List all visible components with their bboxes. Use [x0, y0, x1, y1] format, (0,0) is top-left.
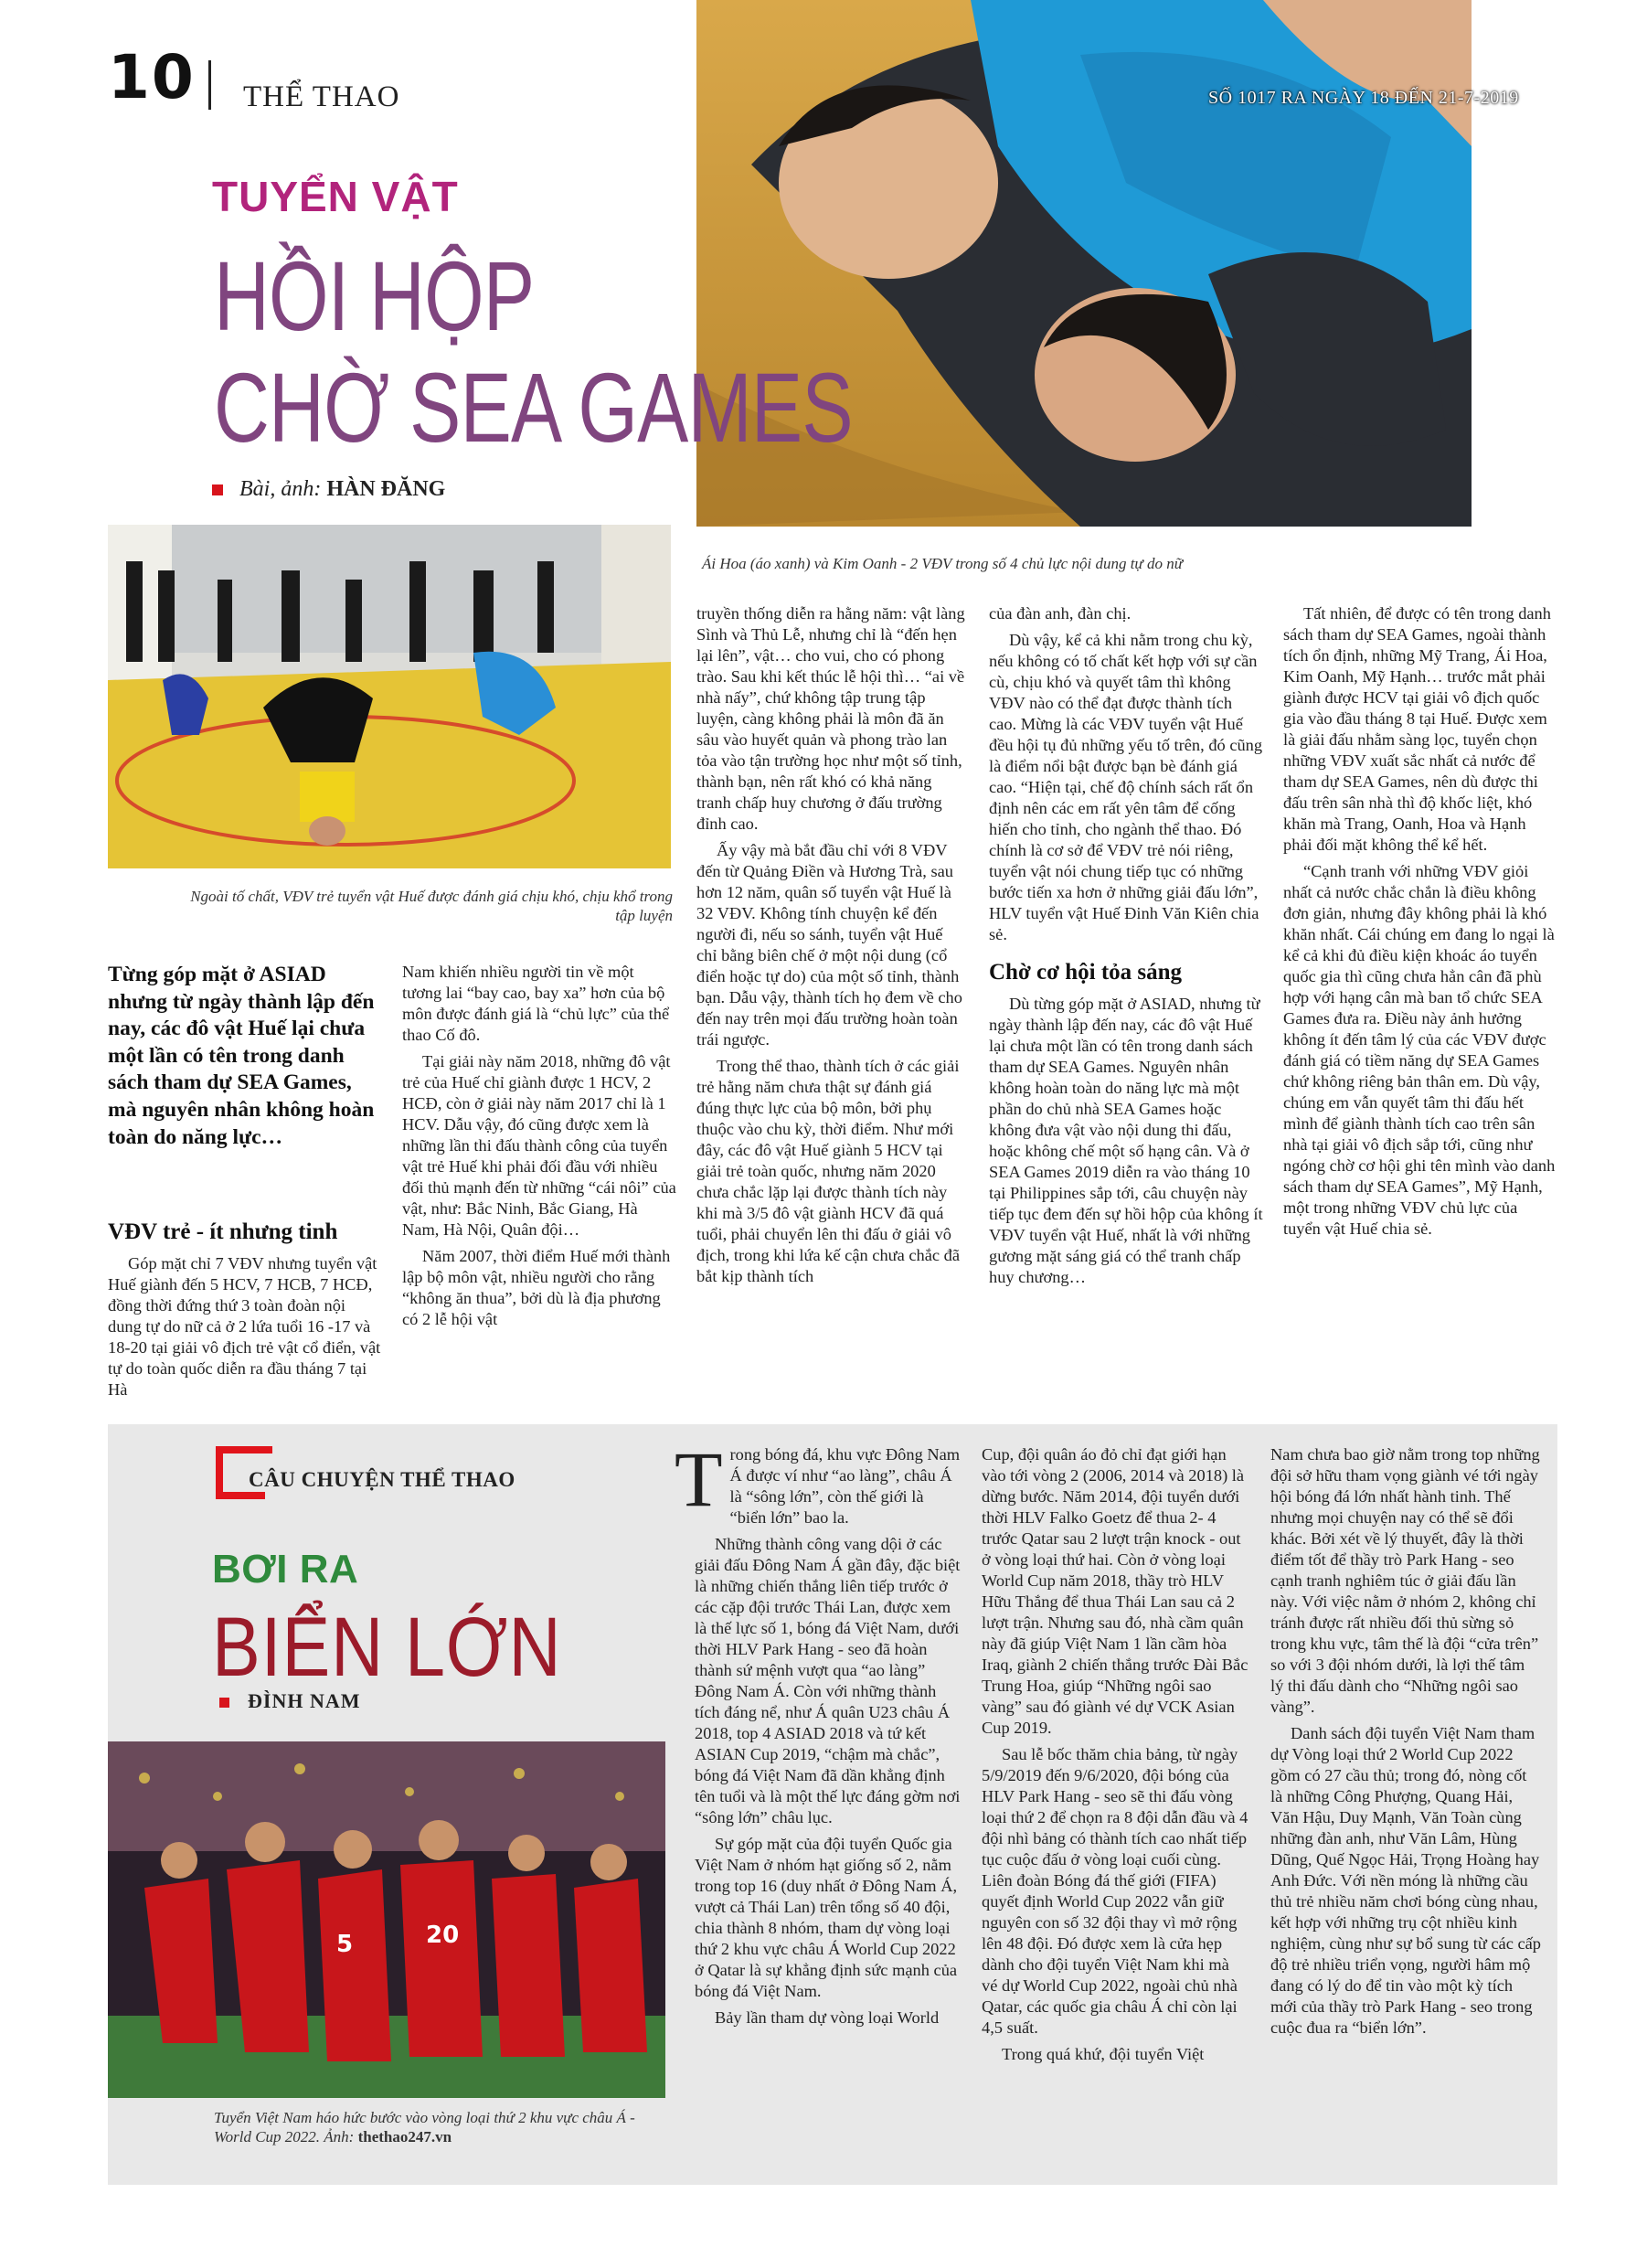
paragraph: Góp mặt chỉ 7 VĐV nhưng tuyển vật Huế giành đến 5 HCV, 7 HCB, 7 HCĐ, đồng thời đứng thứ 3 toàn đoàn nội dung tự do nữ cả ở 2 lứa tuổi 16 -17 và 18-20 tại giải vô địch trẻ vật cổ điển, vật tự do toàn quốc diễn ra đầu tháng 7 tại Hà — [108, 1254, 381, 1400]
paragraph: Nam khiến nhiều người tin về một tương lai “bay cao, bay xa” hơn của bộ môn được đánh giá là “chủ lực” của thể thao Cố đô. — [402, 963, 670, 1044]
article-kicker: TUYỂN VẬT — [212, 173, 459, 220]
text-column-5 — [1283, 603, 1557, 1245]
wrestlers-photo-caption: Ái Hoa (áo xanh) và Kim Oanh - 2 VĐV trong số 4 chủ lực nội dung tự do nữ — [702, 555, 1183, 572]
training-photo — [108, 525, 671, 868]
story-column-3 — [1270, 1444, 1541, 2044]
paragraph: Sự góp mặt của đội tuyển Quốc gia Việt Nam ở nhóm hạt giống số 2, nằm trong top 16 (duy nhất ở Đông Nam Á, vượt cả Thái Lan) trên tổng số 40 đội, chia thành 8 nhóm, tham dự vòng loại thứ 2 khu vực châu Á World Cup 2022 ở Qatar là sự khẳng định sức mạnh của bóng đá Việt Nam. — [695, 1835, 958, 2000]
paragraph: Bảy lần tham dự vòng loại World — [715, 2008, 940, 2027]
paragraph: Cup, đội quân áo đỏ chỉ đạt giới hạn vào tới vòng 2 (2006, 2014 và 2018) là dừng bước. Năm 2014, đội tuyển dưới thời HLV Falko Goetz để thua 2- 4 trước Qatar sau 2 lượt trận knock - out ở vòng loại thứ hai. Còn ở vòng loại World Cup năm 2018, thầy trò HLV Hữu Thắng để thua Thái Lan sau cả 2 lượt trận. Nhưng sau đó, nhà cầm quân này đã giúp Việt Nam 1 lần cầm hòa Iraq, giành 2 chiến thắng trước Đài Bắc Trung Hoa, giúp “Những ngôi sao vàng” sau đó giành vé dự VCK Asian Cup 2019. — [982, 1445, 1249, 1737]
paragraph: Trong quá khứ, đội tuyển Việt — [1002, 2045, 1205, 2063]
paragraph: “Cạnh tranh với những VĐV giỏi nhất cả nước chắc chắn là điều không đơn giản, nhưng đây không phải là khó khăn nhất. Cái chúng em đang lo ngại là kể cả khi đủ điều kiện khoác áo tuyển quốc gia thì cũng chưa hẳn cân đã phù hợp với hạng cân mà ban tổ chức SEA Games đưa ra. Điều này ảnh hưởng không ít đến tâm lý của các VĐV được đánh giá có tiềm năng dự SEA Games chứ không riêng bản thân em. Dù vậy, chúng em vẫn quyết tâm thi đấu hết mình để giành thành tích cao trên sân nhà tại giải vô địch sắp tới, cũng như ngóng chờ cơ hội ghi tên mình vào danh sách tham dự SEA Games”, Mỹ Hạnh, một trong những VĐV chủ lực của tuyển vật Huế chia sẻ. — [1283, 862, 1556, 1238]
text-column-1 — [108, 1205, 382, 1406]
paragraph: của đàn anh, đàn chị. — [989, 604, 1132, 623]
header-divider — [208, 60, 211, 110]
page-number: 10 — [108, 42, 196, 112]
football-caption-credit: thethao247.vn — [357, 2128, 452, 2146]
paragraph: Trong thể thao, thành tích ở các giải trẻ hằng năm chưa thật sự đánh giá đúng thực lực của bộ môn, bởi phụ thuộc vào chu kỳ, thời điểm. Như mới đây, các đô vật Huế giành 5 HCV tại giải trẻ toàn quốc, nhưng năm 2020 chưa chắc lặp lại được thành tích này khi mà 3/5 đô vật giành HCV đã quá tuổi, phải chuyển lên thi đấu ở giải vô địch, trong khi lứa kế cận chưa chắc đã bắt kịp thành tích — [696, 1057, 961, 1285]
red-square-bullet — [212, 484, 223, 495]
paragraph: truyền thống diễn ra hằng năm: vật làng Sình và Thủ Lễ, nhưng chỉ là “đến hẹn lại lên”, vật… cho vui, cho có phong trào. Sau khi kết thúc lễ hội thì… “ai về nhà nấy”, chứ không tập trung tập luyện, càng không phải là môn đã ăn sâu vào huyết quản và phong trào lan tỏa vào tận trường học như một số tỉnh, thành bạn, nên rất khó có khả năng tranh chấp huy chương ở đấu trường đỉnh cao. — [696, 604, 965, 833]
article-title-line-1: HỒI HỘP — [214, 240, 535, 351]
lead-paragraph: Từng góp mặt ở ASIAD nhưng từ ngày thành lập đến nay, các đô vật Huế lại chưa một lần có tên trong danh sách tham dự SEA Games, mà nguyên nhân không hoàn toàn do năng lực… — [108, 963, 375, 1149]
paragraph: Những thành công vang dội ở các giải đấu Đông Nam Á gần đây, đặc biệt là những chiến thắng liên tiếp trước ở các cặp đội trước Thái Lan, được xem là thế lực số 1, bóng đá Việt Nam, dưới thời HLV Park Hang - seo đã hoàn thành sứ mệnh vượt qua “ao làng” Đông Nam Á. Còn với những thành tích đáng nể, như Á quân U23 châu Á 2018, top 4 ASIAD 2018 và tứ kết ASIAN Cup 2019, “chậm mà chắc”, bóng đá Việt Nam đã dần khẳng định tên tuổi và là một thế lực đáng gờm nơi “sông lớn” châu lục. — [695, 1535, 961, 1826]
story-author-name: ĐÌNH NAM — [248, 1689, 361, 1712]
paragraph: Năm 2007, thời điểm Huế mới thành lập bộ môn vật, nhiều người cho rằng “không ăn thua”, bởi dù là địa phương có 2 lễ hội vật — [402, 1247, 671, 1328]
story-section-label: CÂU CHUYỆN THỂ THAO — [249, 1468, 515, 1491]
paragraph — [675, 1435, 962, 1528]
story-kicker: BƠI RA — [212, 1547, 359, 1592]
paragraph: Dù từng góp mặt ở ASIAD, nhưng từ ngày thành lập đến nay, các đô vật Huế lại chưa một lần có tên trong danh sách tham dự SEA Games. Nguyên nhân không hoàn toàn do năng lực mà một phần do chủ nhà SEA Games hoặc không đưa vật vào nội dung thi đấu, hoặc không chế một số hạng cân. Và ở SEA Games 2019 diễn ra vào tháng 10 tại Philippines sắp tới, câu chuyện này tiếp tục đem đến sự hồi hộp của không ít VĐV tuyển vật Huế, nhất là với những gương mặt sáng giá có thể tranh chấp huy chương… — [989, 995, 1263, 1287]
paragraph: Danh sách đội tuyển Việt Nam tham dự Vòng loại thứ 2 World Cup 2022 gồm có 27 cầu thủ; trong đó, nòng cốt là những Công Phượng, Quang Hải, Văn Hậu, Duy Mạnh, Văn Toàn cùng những đàn anh, như Văn Lâm, Hùng Dũng, Quế Ngọc Hải, Trọng Hoàng hay Anh Đức. Với nền móng là những cầu thủ trẻ nhiều năm chơi bóng cùng nhau, kết hợp với những trụ cột nhiều kinh nghiệm, cùng như sự bổ sung từ các cấp độ trẻ nhiều triển vọng, người hâm mộ đang có lý do để tin vào một kỳ tích mới của thầy trò Park Hang - seo trong cuộc đua ra “biển lớn”. — [1270, 1724, 1541, 2037]
football-team-photo — [108, 1741, 665, 2098]
training-photo-caption: Ngoài tố chất, VĐV trẻ tuyển vật Huế được đánh giá chịu khó, chịu khổ trong tập luyện — [190, 888, 673, 925]
byline-label: Bài, ảnh: — [239, 477, 322, 501]
paragraph: Ấy vậy mà bắt đầu chỉ với 8 VĐV đến từ Quảng Điền và Hương Trà, sau hơn 12 năm, quân số tuyển vật Huế là 32 VĐV. Không tính chuyện kể đến người đi, nếu so sánh, tuyển vật Huế chỉ bằng biên chế ở một nội dung (cổ điển hoặc tự do) của một số tỉnh, thành bạn. Dẫu vậy, thành tích họ đem về cho đến nay trên mọi đấu trường hoàn toàn trái ngược. — [696, 841, 962, 1049]
issue-info: SỐ 1017 RA NGÀY 18 ĐẾN 21-7-2019 — [1208, 88, 1519, 108]
paragraph: Dù vậy, kể cả khi nằm trong chu kỳ, nếu không có tố chất kết hợp với sự cần cù, chịu khó và quyết tâm thì không VĐV nào có thể đạt được thành tích cao. Mừng là các VĐV tuyển vật Huế đều hội tụ đủ những yếu tố trên, đó cũng là điểm nổi bật được bạn bè đánh giá cao. “Hiện tại, chế độ chính sách rất ổn định nên các em rất yên tâm để cống hiến cho tỉnh, cho ngành thể thao. Đó chính là cơ sở để VĐV trẻ nói riêng, tuyển vật nói chung tiếp tục có những bước tiến xa hơn ở những giải đấu lớn”, HLV tuyển vật Huế Đinh Văn Kiên chia sẻ. — [989, 631, 1263, 943]
subheading-young-athletes: VĐV trẻ - ít nhưng tinh — [108, 1219, 338, 1244]
red-square-bullet — [219, 1698, 229, 1708]
drop-cap: T — [675, 1435, 723, 1523]
paragraph: Tại giải này năm 2018, những đô vật trẻ của Huế chỉ giành được 1 HCV, 2 HCĐ, còn ở giải này năm 2017 chỉ là 1 HCV. Dẫu vậy, đó cũng được xem là những lần thi đấu thành công của tuyển vật trẻ Huế khi phải đối đầu với nhiều đối thủ mạnh đến từ những “cái nôi” của vật, như: Bắc Ninh, Bắc Giang, Hà Nam, Hà Nội, Quân đội… — [402, 1052, 676, 1239]
svg-text:20: 20 — [426, 1922, 460, 1949]
text-column-2 — [402, 962, 676, 1336]
paragraph: Sau lễ bốc thăm chia bảng, từ ngày 5/9/2019 đến 9/6/2020, đội bóng của HLV Park Hang - seo sẽ thi đấu vòng loại thứ 2 để chọn ra 8 đội dẫn đầu và 4 đội nhì bảng có thành tích cao nhất tiếp tục cuộc đấu ở vòng loại cuối cùng. Liên đoàn Bóng đá thế giới (FIFA) quyết định World Cup 2022 vẫn giữ nguyên con số 32 đội thay vì mở rộng lên 48 đội. Đó được xem là cửa hẹp dành cho đội tuyển Việt Nam khi mà vé dự World Cup 2022, ngoài chủ nhà Qatar, các quốc gia châu Á chỉ còn lại 4,5 suất. — [982, 1745, 1249, 2037]
football-caption-text: Tuyển Việt Nam háo hức bước vào vòng loại thứ 2 khu vực châu Á - World Cup 2022. Ảnh: — [214, 2109, 635, 2146]
paragraph: Nam chưa bao giờ nằm trong top những đội sở hữu tham vọng giành vé tới ngày hội bóng đá lớn nhất hành tinh. Thế nhưng mọi chuyện nay có thể sẽ đổi khác. Bởi xét về lý thuyết, đây là thời điểm tốt để thầy trò Park Hang - seo cạnh tranh nghiêm túc ở giải đấu lần này. Với việc nằm ở nhóm 2, không chỉ tránh được rất nhiều đối thủ sừng sỏ trong khu vực, tâm thế là đội “cửa trên” so với 3 đội nhóm dưới, là lợi thế tâm lý thi đấu dành cho “Những ngôi sao vàng”. — [1270, 1445, 1540, 1716]
byline — [212, 477, 445, 502]
section-name: THỂ THAO — [243, 80, 400, 113]
byline-name: HÀN ĐĂNG — [326, 477, 446, 501]
story-column-2 — [982, 1444, 1249, 2071]
svg-text:5: 5 — [336, 1931, 354, 1958]
article-title-line-2: CHỜ SEA GAMES — [214, 352, 853, 463]
text-column-3 — [696, 603, 967, 1293]
story-column-1 — [675, 1435, 962, 2034]
story-author — [219, 1689, 361, 1713]
text-column-4 — [989, 603, 1263, 1294]
paragraph-text: rong bóng đá, khu vực Đông Nam Á được ví như “ao làng”, châu Á là “sông lớn”, còn thế giới là “biển lớn” bao la. — [729, 1445, 961, 1527]
story-title: BIỂN LỚN — [212, 1601, 562, 1694]
subheading-waiting-chance: Chờ cơ hội tỏa sáng — [989, 960, 1183, 985]
paragraph: Tất nhiên, để được có tên trong danh sách tham dự SEA Games, ngoài thành tích ổn định, những Mỹ Trang, Ái Hoa, Kim Oanh, Mỹ Hạnh… trước mắt phải giành được HCV tại giải vô địch quốc gia vào đầu tháng 8 tại Huế. Được xem là giải đấu nhằm sàng lọc, tuyển chọn những VĐV xuất sắc nhất cả nước để tham dự SEA Games, nên dù được thi đấu trên sân nhà thì độ khốc liệt, khó khăn mà Trang, Oanh, Hoa và Hạnh phải đối mặt không thể kể hết. — [1283, 604, 1551, 854]
football-photo-caption — [214, 2108, 660, 2147]
